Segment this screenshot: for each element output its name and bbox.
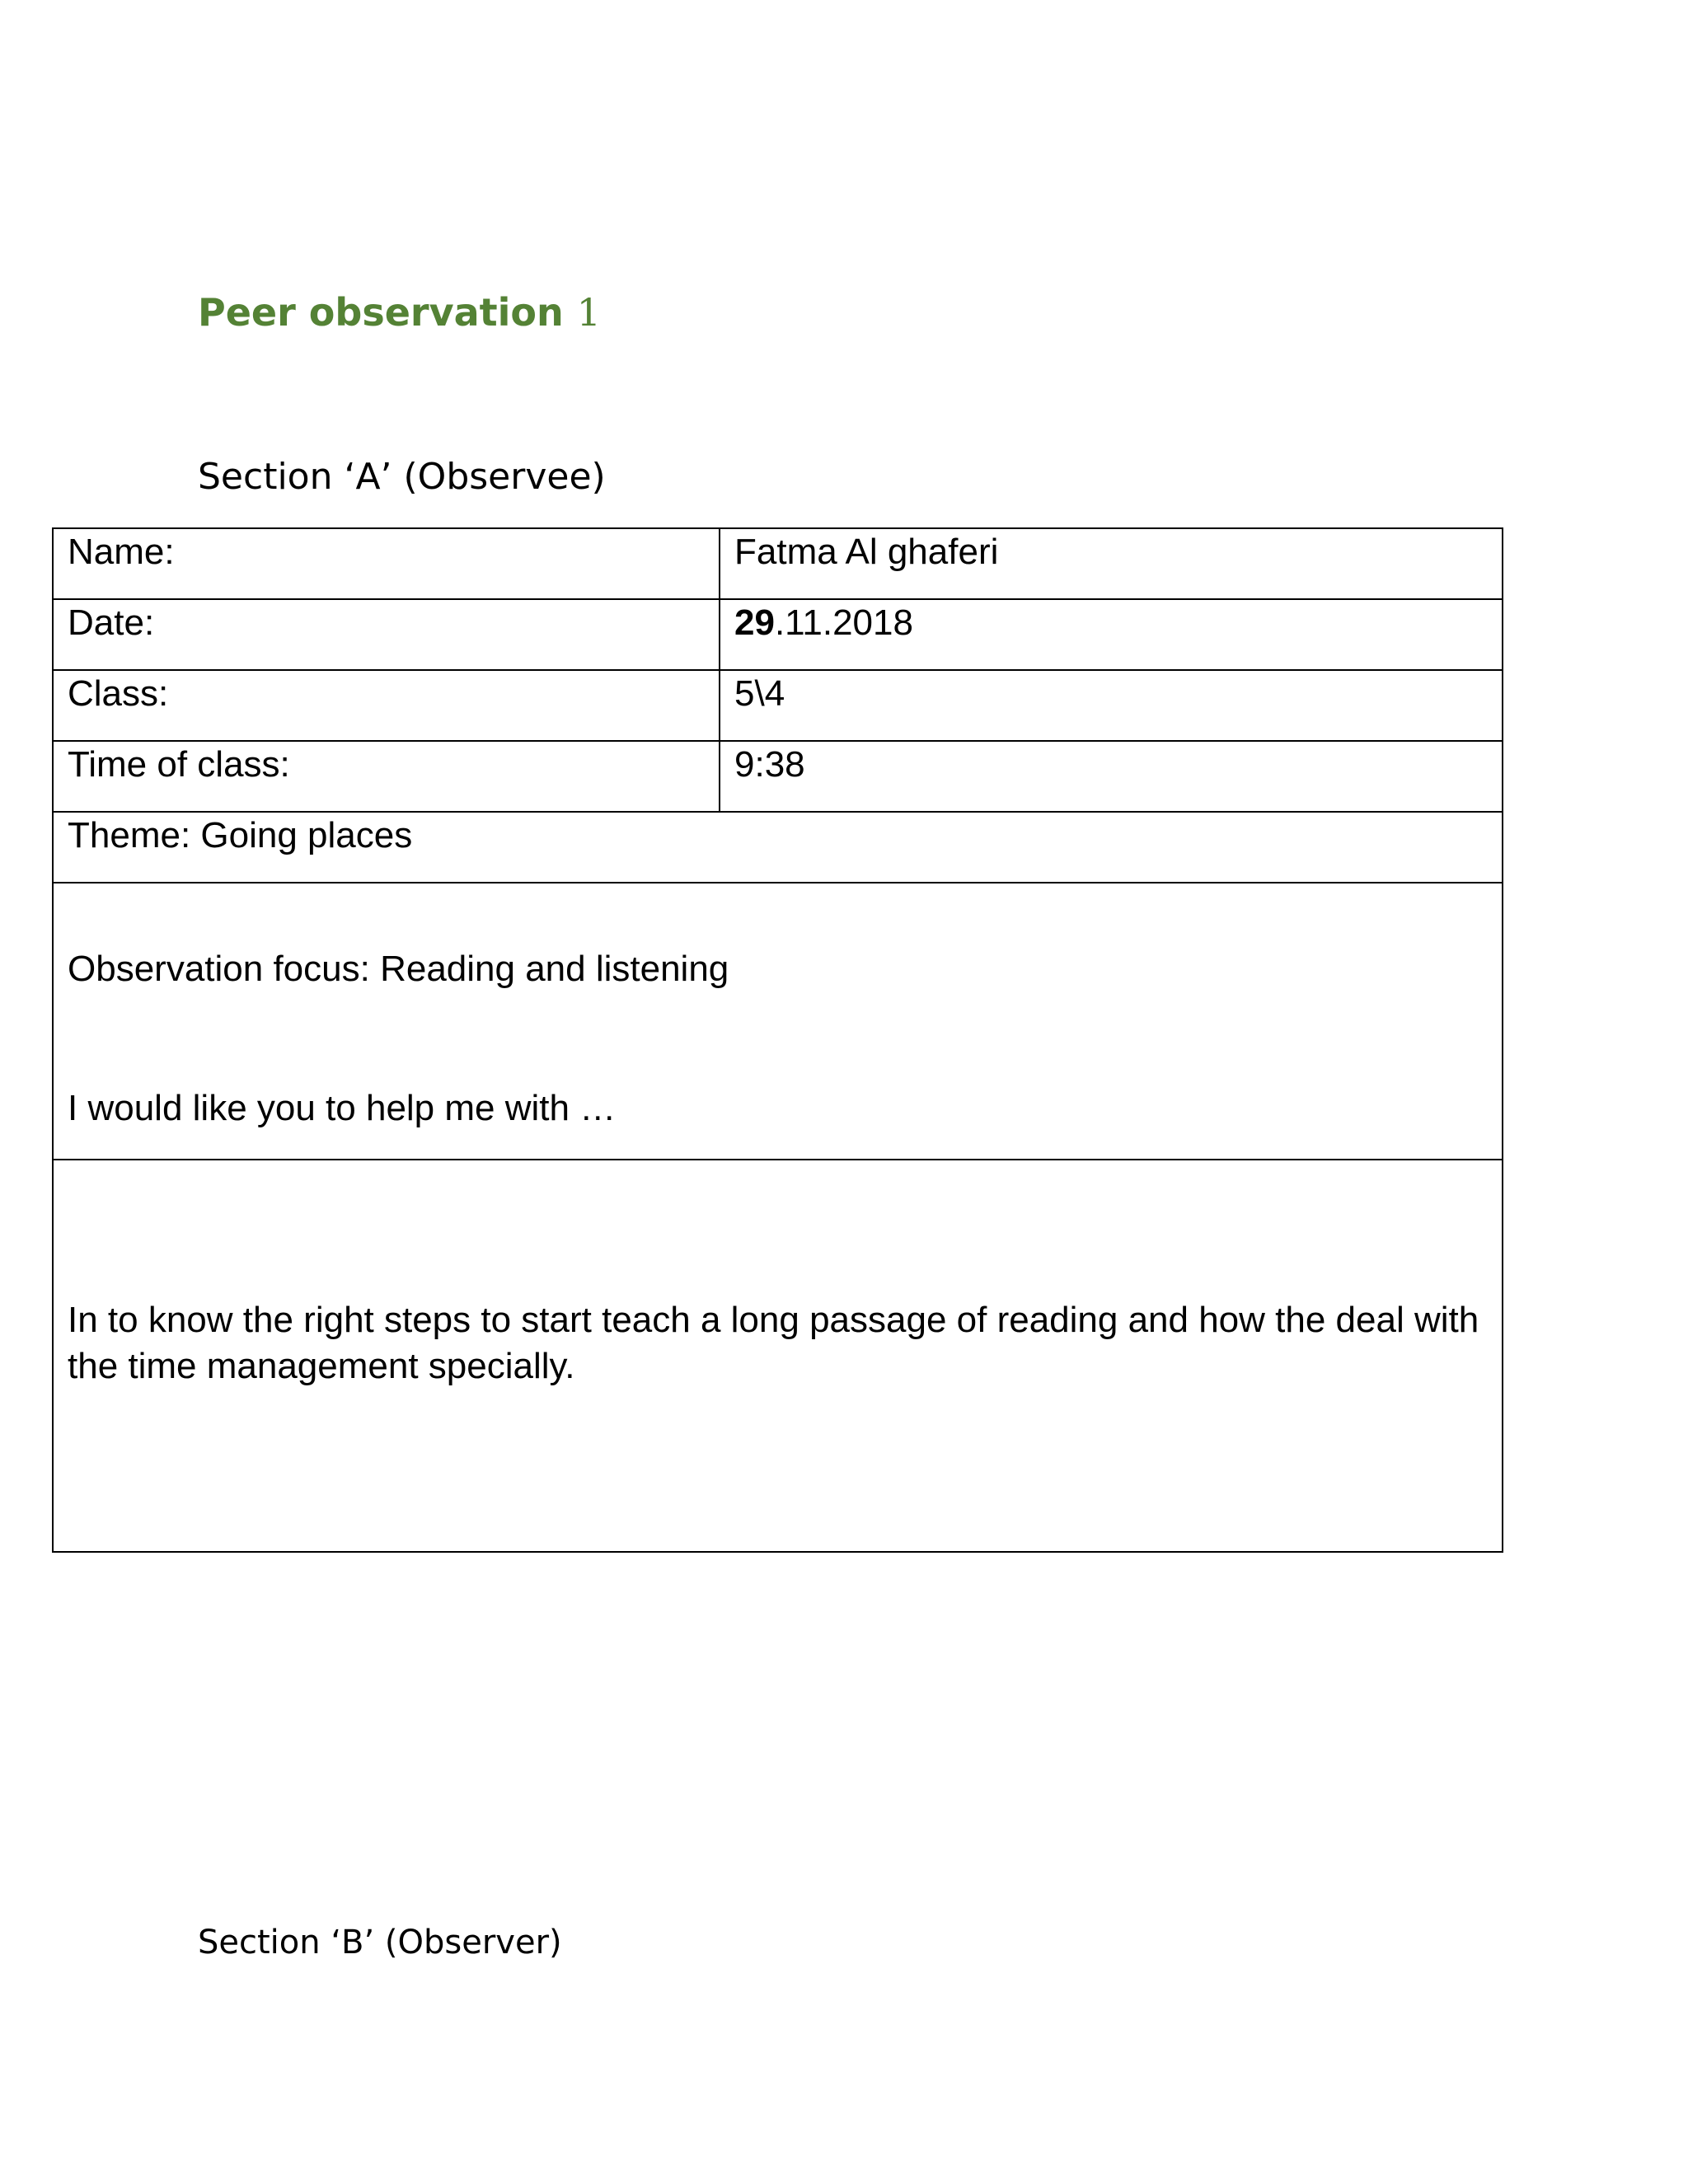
section-b-heading: Section ‘B’ (Observer) xyxy=(198,1924,562,1961)
date-rest: .11.2018 xyxy=(774,602,913,643)
help-answer: In to know the right steps to start teach a long passage of reading and how the deal with the time management specially. xyxy=(68,1300,1479,1386)
name-value: Fatma Al ghaferi xyxy=(720,528,1503,599)
time-value: 9:38 xyxy=(720,741,1503,812)
page-title xyxy=(198,290,601,335)
date-label: Date: xyxy=(53,599,720,670)
title-text: Peer observation xyxy=(198,290,564,335)
focus-cell xyxy=(53,883,1503,1160)
class-label: Class: xyxy=(53,670,720,741)
help-prompt: I would like you to help me with … xyxy=(68,1088,617,1128)
table-row-class xyxy=(53,670,1503,741)
table-row-date xyxy=(53,599,1503,670)
name-label: Name: xyxy=(53,528,720,599)
date-day: 29 xyxy=(734,602,775,643)
table-row-theme xyxy=(53,812,1503,883)
help-cell xyxy=(53,1160,1503,1552)
table-row-help xyxy=(53,1160,1503,1552)
table-row-time xyxy=(53,741,1503,812)
observee-table xyxy=(52,527,1503,1553)
table-row-focus xyxy=(53,883,1503,1160)
time-label: Time of class: xyxy=(53,741,720,812)
theme-cell: Theme: Going places xyxy=(53,812,1503,883)
date-value xyxy=(720,599,1503,670)
observation-focus: Observation focus: Reading and listening xyxy=(68,949,729,989)
table-row-name xyxy=(53,528,1503,599)
class-value: 5\4 xyxy=(720,670,1503,741)
section-a-heading: Section ‘A’ (Observee) xyxy=(198,456,606,498)
title-number: 1 xyxy=(576,290,602,335)
